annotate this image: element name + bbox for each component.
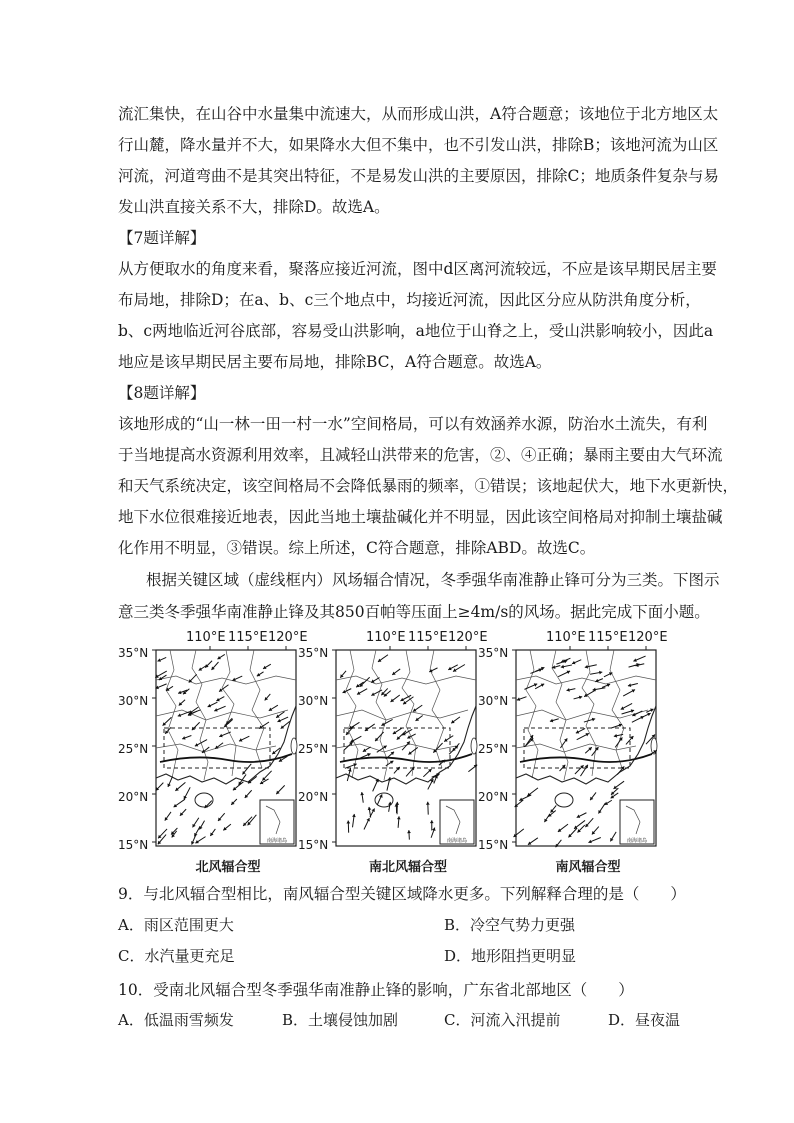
text-line: 行山麓，降水量并不大，如果降水大但不集中，也不引发山洪，排除B；该地河流为山区 bbox=[118, 136, 719, 154]
wind-map-panel bbox=[478, 630, 668, 880]
lon-label: 110°E bbox=[186, 630, 226, 645]
q9-stem: 9．与北风辐合型相比，南风辐合型关键区域降水更多。下列解释合理的是（ ） bbox=[118, 885, 686, 903]
inset-label: 南海诸岛 bbox=[626, 838, 648, 844]
intro-line: 根据关键区域（虚线框内）风场辐合情况，冬季强华南准静止锋可分为三类。下图示 bbox=[146, 571, 720, 589]
inset-label: 南海诸岛 bbox=[446, 838, 468, 844]
lon-label: 115°E bbox=[588, 630, 628, 645]
wind-map-panel bbox=[118, 630, 308, 880]
text-line: 该地形成的“山一林一田一村一水”空间格局，可以有效涵养水源，防治水土流失，有利 bbox=[118, 415, 708, 433]
q8-heading: 【8题详解】 bbox=[118, 384, 206, 402]
lat-label: 35°N bbox=[478, 646, 509, 660]
text-line: 地应是该早期民居主要布局地，排除BC，A符合题意。故选A。 bbox=[118, 353, 552, 371]
lat-label: 30°N bbox=[118, 694, 149, 708]
text-line: 发山洪直接关系不大，排除D。故选A。 bbox=[118, 198, 390, 216]
lon-label: 115°E bbox=[228, 630, 268, 645]
text-line: 化作用不明显，③错误。综上所述，C符合题意，排除ABD。故选C。 bbox=[118, 539, 596, 557]
lat-label: 35°N bbox=[298, 646, 329, 660]
text-line: 和天气系统决定，该空间格局不会降低暴雨的频率，①错误；该地起伏大，地下水更新快， bbox=[118, 477, 739, 495]
q10-option-d[interactable]: D．昼夜温 bbox=[608, 1011, 681, 1029]
lon-label: 110°E bbox=[366, 630, 406, 645]
lat-label: 15°N bbox=[478, 838, 509, 852]
lat-label: 30°N bbox=[478, 694, 509, 708]
text-line: 从方便取水的角度来看，聚落应接近河流，图中d区离河流较远，不应是该早期民居主要 bbox=[118, 260, 717, 278]
lat-label: 25°N bbox=[478, 742, 509, 756]
wind-map-panel bbox=[298, 630, 488, 880]
intro-line: 意三类冬季强华南准静止锋及其850百帕等压面上≥4m/s的风场。据此完成下面小题。 bbox=[118, 603, 710, 621]
text-line: 河流，河道弯曲不是其突出特征，不是易发山洪的主要原因，排除C；地质条件复杂与易 bbox=[118, 167, 719, 185]
panel-caption: 南风辐合型 bbox=[555, 860, 621, 875]
panel-caption: 北风辐合型 bbox=[195, 860, 261, 875]
text-line: 流汇集快，在山谷中水量集中流速大，从而形成山洪，A符合题意；该地位于北方地区太 bbox=[118, 105, 719, 123]
q9-option-d[interactable]: D．地形阻挡更明显 bbox=[444, 947, 577, 965]
map-frame bbox=[336, 650, 476, 846]
q9-option-b[interactable]: B．冷空气势力更强 bbox=[444, 916, 576, 934]
q10-option-b[interactable]: B．土壤侵蚀加剧 bbox=[282, 1011, 399, 1029]
q7-heading: 【7题详解】 bbox=[118, 229, 206, 247]
map-frame bbox=[516, 650, 656, 846]
q9-option-c[interactable]: C．水汽量更充足 bbox=[118, 947, 235, 965]
hainan-island bbox=[555, 793, 573, 807]
taiwan-island bbox=[291, 738, 297, 754]
lon-label: 110°E bbox=[546, 630, 586, 645]
lon-label: 115°E bbox=[408, 630, 448, 645]
lat-label: 25°N bbox=[298, 742, 329, 756]
inset-label: 南海诸岛 bbox=[266, 838, 288, 844]
q10-option-a[interactable]: A．低温雨雪频发 bbox=[118, 1011, 234, 1029]
hainan-island bbox=[195, 793, 213, 807]
lat-label: 20°N bbox=[118, 790, 149, 804]
q10-stem: 10．受南北风辐合型冬季强华南准静止锋的影响，广东省北部地区（ ） bbox=[118, 981, 634, 999]
lon-label: 120°E bbox=[628, 630, 668, 645]
map-frame bbox=[156, 650, 296, 846]
q10-option-c[interactable]: C．河流入汛提前 bbox=[444, 1011, 561, 1029]
q9-option-a[interactable]: A．雨区范围更大 bbox=[118, 916, 234, 934]
lat-label: 20°N bbox=[298, 790, 329, 804]
text-line: 布局地，排除D；在a、b、c三个地点中，均接近河流，因此区分应从防洪角度分析， bbox=[118, 291, 701, 309]
lat-label: 35°N bbox=[118, 646, 149, 660]
text-line: b、c两地临近河谷底部，容易受山洪影响，a地位于山脊之上，受山洪影响较小，因此a bbox=[118, 322, 714, 340]
taiwan-island bbox=[471, 738, 477, 754]
lat-label: 15°N bbox=[298, 838, 329, 852]
lat-label: 25°N bbox=[118, 742, 149, 756]
text-line: 地下水位很难接近地表，因此当地土壤盐碱化并不明显，因此该空间格局对抑制土壤盐碱 bbox=[118, 508, 723, 526]
lat-label: 15°N bbox=[118, 838, 149, 852]
lon-label: 120°E bbox=[268, 630, 308, 645]
lat-label: 20°N bbox=[478, 790, 509, 804]
lon-label: 120°E bbox=[448, 630, 488, 645]
panel-caption: 南北风辐合型 bbox=[368, 860, 447, 875]
lat-label: 30°N bbox=[298, 694, 329, 708]
text-line: 于当地提高水资源利用效率，且减轻山洪带来的危害，②、④正确；暴雨主要由大气环流 bbox=[118, 446, 723, 464]
